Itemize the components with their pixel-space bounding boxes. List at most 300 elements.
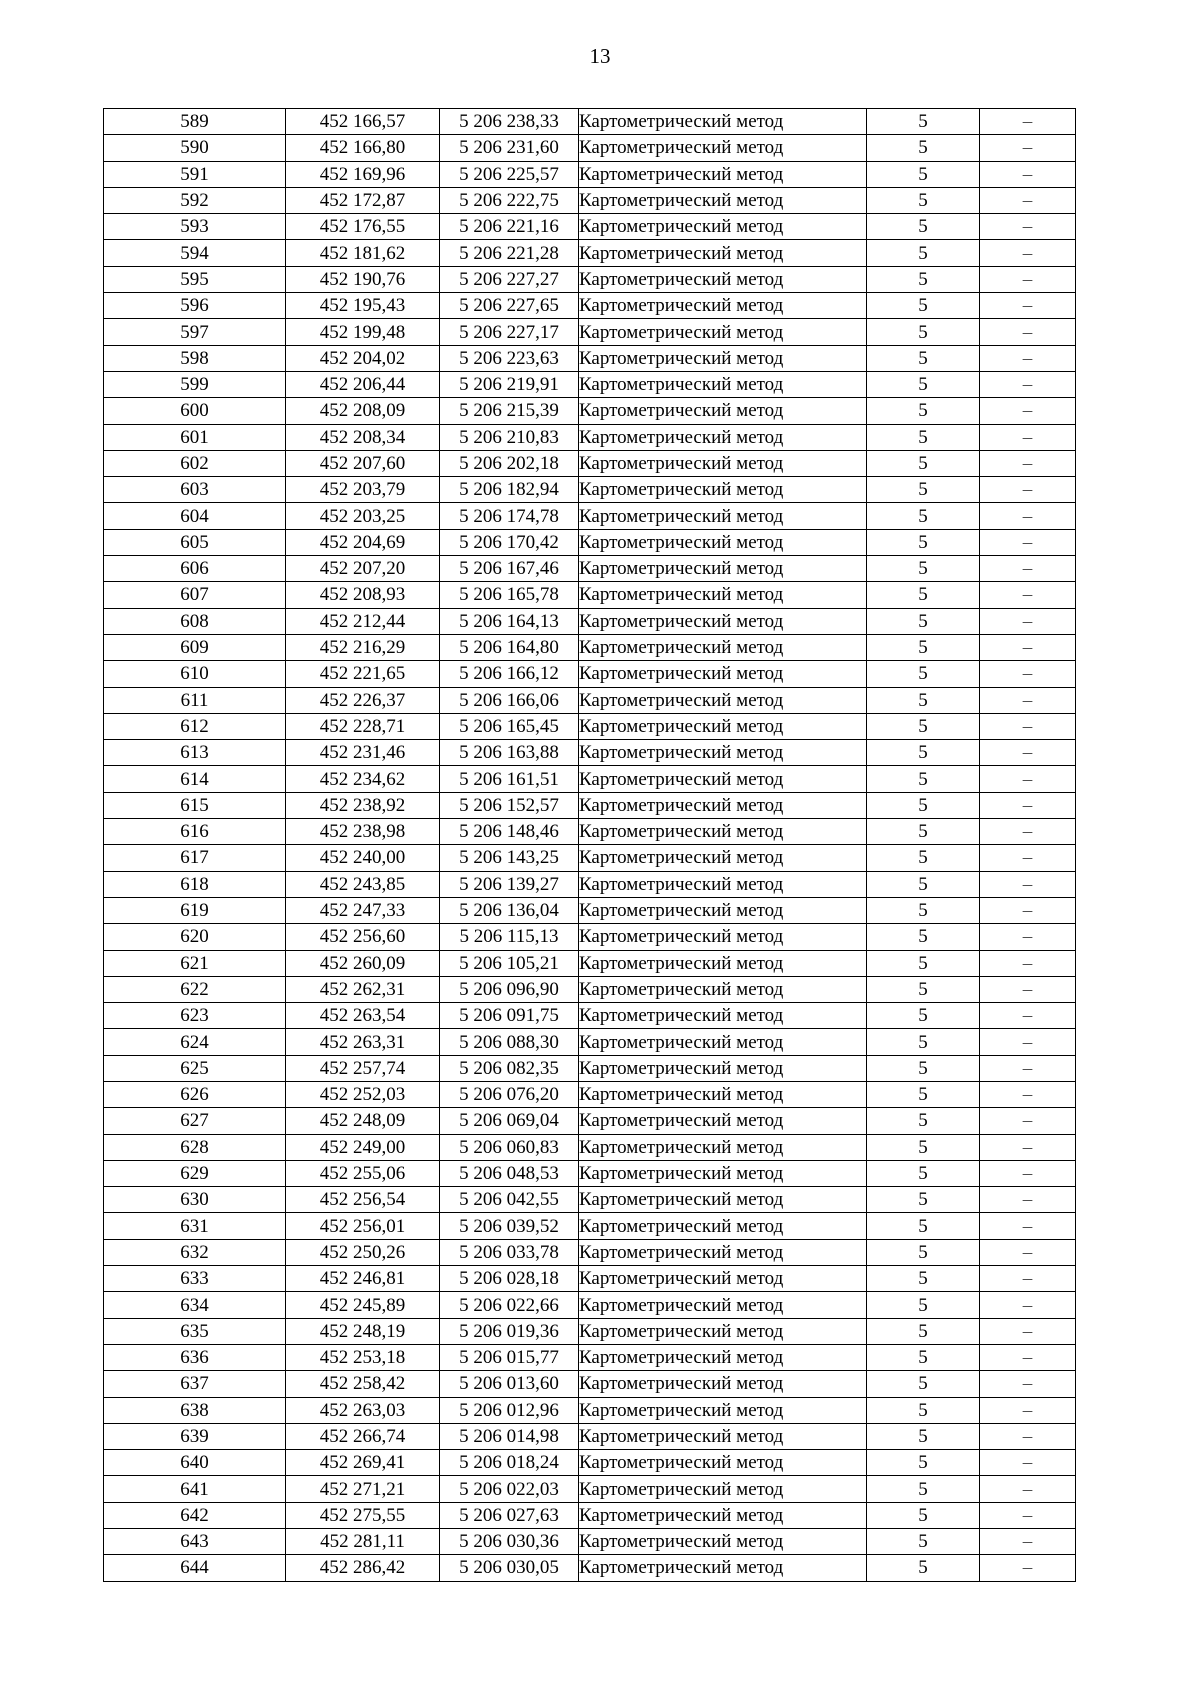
y-coordinate-cell: 5 206 014,98 [440, 1423, 579, 1449]
method-cell: Картометрический метод [579, 529, 867, 555]
description-cell: – [980, 1055, 1076, 1081]
y-coordinate-cell: 5 206 225,57 [440, 161, 579, 187]
point-number-cell: 594 [104, 240, 286, 266]
description-cell: – [980, 266, 1076, 292]
description-cell: – [980, 1371, 1076, 1397]
method-cell: Картометрический метод [579, 135, 867, 161]
point-number-cell: 615 [104, 792, 286, 818]
y-coordinate-cell: 5 206 161,51 [440, 766, 579, 792]
x-coordinate-cell: 452 208,34 [286, 424, 440, 450]
table-row [104, 1292, 1076, 1318]
x-coordinate-cell: 452 253,18 [286, 1344, 440, 1370]
point-number-cell: 638 [104, 1397, 286, 1423]
table-row [104, 661, 1076, 687]
point-number-cell: 644 [104, 1555, 286, 1581]
accuracy-cell: 5 [867, 634, 980, 660]
accuracy-cell: 5 [867, 556, 980, 582]
method-cell: Картометрический метод [579, 1239, 867, 1265]
method-cell: Картометрический метод [579, 1502, 867, 1528]
description-cell: – [980, 135, 1076, 161]
point-number-cell: 607 [104, 582, 286, 608]
y-coordinate-cell: 5 206 143,25 [440, 845, 579, 871]
x-coordinate-cell: 452 263,31 [286, 1029, 440, 1055]
point-number-cell: 599 [104, 371, 286, 397]
description-cell: – [980, 345, 1076, 371]
method-cell: Картометрический метод [579, 187, 867, 213]
method-cell: Картометрический метод [579, 1003, 867, 1029]
method-cell: Картометрический метод [579, 1213, 867, 1239]
accuracy-cell: 5 [867, 450, 980, 476]
x-coordinate-cell: 452 246,81 [286, 1266, 440, 1292]
method-cell: Картометрический метод [579, 1450, 867, 1476]
method-cell: Картометрический метод [579, 266, 867, 292]
x-coordinate-cell: 452 262,31 [286, 976, 440, 1002]
point-number-cell: 601 [104, 424, 286, 450]
accuracy-cell: 5 [867, 924, 980, 950]
point-number-cell: 621 [104, 950, 286, 976]
y-coordinate-cell: 5 206 018,24 [440, 1450, 579, 1476]
point-number-cell: 635 [104, 1318, 286, 1344]
accuracy-cell: 5 [867, 1239, 980, 1265]
description-cell: – [980, 1318, 1076, 1344]
y-coordinate-cell: 5 206 096,90 [440, 976, 579, 1002]
method-cell: Картометрический метод [579, 845, 867, 871]
point-number-cell: 623 [104, 1003, 286, 1029]
point-number-cell: 620 [104, 924, 286, 950]
accuracy-cell: 5 [867, 135, 980, 161]
y-coordinate-cell: 5 206 166,06 [440, 687, 579, 713]
description-cell: – [980, 1292, 1076, 1318]
method-cell: Картометрический метод [579, 1266, 867, 1292]
x-coordinate-cell: 452 266,74 [286, 1423, 440, 1449]
method-cell: Картометрический метод [579, 1344, 867, 1370]
y-coordinate-cell: 5 206 164,80 [440, 634, 579, 660]
y-coordinate-cell: 5 206 165,45 [440, 713, 579, 739]
method-cell: Картометрический метод [579, 1555, 867, 1581]
description-cell: – [980, 1029, 1076, 1055]
point-number-cell: 636 [104, 1344, 286, 1370]
x-coordinate-cell: 452 245,89 [286, 1292, 440, 1318]
table-row [104, 713, 1076, 739]
description-cell: – [980, 398, 1076, 424]
table-row [104, 1213, 1076, 1239]
table-row [104, 1529, 1076, 1555]
x-coordinate-cell: 452 231,46 [286, 740, 440, 766]
y-coordinate-cell: 5 206 148,46 [440, 819, 579, 845]
accuracy-cell: 5 [867, 109, 980, 135]
y-coordinate-cell: 5 206 042,55 [440, 1187, 579, 1213]
table-row [104, 450, 1076, 476]
y-coordinate-cell: 5 206 033,78 [440, 1239, 579, 1265]
x-coordinate-cell: 452 238,98 [286, 819, 440, 845]
x-coordinate-cell: 452 281,11 [286, 1529, 440, 1555]
method-cell: Картометрический метод [579, 661, 867, 687]
x-coordinate-cell: 452 208,09 [286, 398, 440, 424]
accuracy-cell: 5 [867, 1134, 980, 1160]
method-cell: Картометрический метод [579, 1397, 867, 1423]
y-coordinate-cell: 5 206 012,96 [440, 1397, 579, 1423]
point-number-cell: 617 [104, 845, 286, 871]
x-coordinate-cell: 452 252,03 [286, 1081, 440, 1107]
x-coordinate-cell: 452 181,62 [286, 240, 440, 266]
description-cell: – [980, 1502, 1076, 1528]
accuracy-cell: 5 [867, 1266, 980, 1292]
table-row [104, 1266, 1076, 1292]
y-coordinate-cell: 5 206 088,30 [440, 1029, 579, 1055]
accuracy-cell: 5 [867, 240, 980, 266]
description-cell: – [980, 1134, 1076, 1160]
point-number-cell: 619 [104, 897, 286, 923]
table-row [104, 293, 1076, 319]
x-coordinate-cell: 452 256,54 [286, 1187, 440, 1213]
description-cell: – [980, 713, 1076, 739]
table-row [104, 1239, 1076, 1265]
method-cell: Картометрический метод [579, 740, 867, 766]
table-row [104, 266, 1076, 292]
point-number-cell: 642 [104, 1502, 286, 1528]
accuracy-cell: 5 [867, 161, 980, 187]
table-row [104, 135, 1076, 161]
method-cell: Картометрический метод [579, 345, 867, 371]
point-number-cell: 614 [104, 766, 286, 792]
y-coordinate-cell: 5 206 091,75 [440, 1003, 579, 1029]
accuracy-cell: 5 [867, 477, 980, 503]
method-cell: Картометрический метод [579, 1081, 867, 1107]
method-cell: Картометрический метод [579, 1055, 867, 1081]
accuracy-cell: 5 [867, 1529, 980, 1555]
y-coordinate-cell: 5 206 028,18 [440, 1266, 579, 1292]
y-coordinate-cell: 5 206 030,36 [440, 1529, 579, 1555]
description-cell: – [980, 976, 1076, 1002]
description-cell: – [980, 792, 1076, 818]
y-coordinate-cell: 5 206 219,91 [440, 371, 579, 397]
page-number: 13 [589, 44, 611, 68]
description-cell: – [980, 187, 1076, 213]
accuracy-cell: 5 [867, 582, 980, 608]
description-cell: – [980, 1213, 1076, 1239]
x-coordinate-cell: 452 169,96 [286, 161, 440, 187]
table-row [104, 1397, 1076, 1423]
y-coordinate-cell: 5 206 231,60 [440, 135, 579, 161]
accuracy-cell: 5 [867, 819, 980, 845]
point-number-cell: 603 [104, 477, 286, 503]
x-coordinate-cell: 452 240,00 [286, 845, 440, 871]
table-row [104, 214, 1076, 240]
description-cell: – [980, 1476, 1076, 1502]
description-cell: – [980, 1187, 1076, 1213]
method-cell: Картометрический метод [579, 1292, 867, 1318]
method-cell: Картометрический метод [579, 109, 867, 135]
accuracy-cell: 5 [867, 1292, 980, 1318]
point-number-cell: 633 [104, 1266, 286, 1292]
description-cell: – [980, 608, 1076, 634]
table-row [104, 819, 1076, 845]
y-coordinate-cell: 5 206 019,36 [440, 1318, 579, 1344]
point-number-cell: 627 [104, 1108, 286, 1134]
y-coordinate-cell: 5 206 115,13 [440, 924, 579, 950]
accuracy-cell: 5 [867, 424, 980, 450]
point-number-cell: 618 [104, 871, 286, 897]
description-cell: – [980, 1450, 1076, 1476]
x-coordinate-cell: 452 199,48 [286, 319, 440, 345]
method-cell: Картометрический метод [579, 766, 867, 792]
description-cell: – [980, 371, 1076, 397]
description-cell: – [980, 1397, 1076, 1423]
y-coordinate-cell: 5 206 221,16 [440, 214, 579, 240]
table-row [104, 634, 1076, 660]
method-cell: Картометрический метод [579, 976, 867, 1002]
table-row [104, 345, 1076, 371]
point-number-cell: 637 [104, 1371, 286, 1397]
table-row [104, 161, 1076, 187]
x-coordinate-cell: 452 275,55 [286, 1502, 440, 1528]
table-row [104, 1055, 1076, 1081]
coordinates-table-body [104, 109, 1076, 1582]
accuracy-cell: 5 [867, 1344, 980, 1370]
description-cell: – [980, 1160, 1076, 1186]
table-row [104, 398, 1076, 424]
method-cell: Картометрический метод [579, 240, 867, 266]
method-cell: Картометрический метод [579, 556, 867, 582]
x-coordinate-cell: 452 243,85 [286, 871, 440, 897]
accuracy-cell: 5 [867, 1055, 980, 1081]
method-cell: Картометрический метод [579, 792, 867, 818]
description-cell: – [980, 950, 1076, 976]
accuracy-cell: 5 [867, 950, 980, 976]
point-number-cell: 604 [104, 503, 286, 529]
method-cell: Картометрический метод [579, 1371, 867, 1397]
table-row [104, 240, 1076, 266]
y-coordinate-cell: 5 206 170,42 [440, 529, 579, 555]
y-coordinate-cell: 5 206 015,77 [440, 1344, 579, 1370]
description-cell: – [980, 1081, 1076, 1107]
method-cell: Картометрический метод [579, 1160, 867, 1186]
x-coordinate-cell: 452 263,03 [286, 1397, 440, 1423]
method-cell: Картометрический метод [579, 608, 867, 634]
table-row [104, 1502, 1076, 1528]
method-cell: Картометрический метод [579, 293, 867, 319]
table-row [104, 503, 1076, 529]
table-row [104, 1555, 1076, 1581]
x-coordinate-cell: 452 260,09 [286, 950, 440, 976]
method-cell: Картометрический метод [579, 924, 867, 950]
description-cell: – [980, 1529, 1076, 1555]
point-number-cell: 641 [104, 1476, 286, 1502]
y-coordinate-cell: 5 206 227,17 [440, 319, 579, 345]
table-row [104, 1160, 1076, 1186]
x-coordinate-cell: 452 212,44 [286, 608, 440, 634]
y-coordinate-cell: 5 206 174,78 [440, 503, 579, 529]
accuracy-cell: 5 [867, 1423, 980, 1449]
table-row [104, 529, 1076, 555]
x-coordinate-cell: 452 208,93 [286, 582, 440, 608]
y-coordinate-cell: 5 206 202,18 [440, 450, 579, 476]
table-row [104, 792, 1076, 818]
y-coordinate-cell: 5 206 167,46 [440, 556, 579, 582]
y-coordinate-cell: 5 206 215,39 [440, 398, 579, 424]
point-number-cell: 624 [104, 1029, 286, 1055]
method-cell: Картометрический метод [579, 1134, 867, 1160]
table-row [104, 1134, 1076, 1160]
table-row [104, 1371, 1076, 1397]
point-number-cell: 611 [104, 687, 286, 713]
accuracy-cell: 5 [867, 1213, 980, 1239]
point-number-cell: 630 [104, 1187, 286, 1213]
description-cell: – [980, 687, 1076, 713]
y-coordinate-cell: 5 206 210,83 [440, 424, 579, 450]
y-coordinate-cell: 5 206 082,35 [440, 1055, 579, 1081]
table-row [104, 556, 1076, 582]
accuracy-cell: 5 [867, 871, 980, 897]
x-coordinate-cell: 452 286,42 [286, 1555, 440, 1581]
point-number-cell: 605 [104, 529, 286, 555]
description-cell: – [980, 109, 1076, 135]
x-coordinate-cell: 452 195,43 [286, 293, 440, 319]
accuracy-cell: 5 [867, 661, 980, 687]
accuracy-cell: 5 [867, 1476, 980, 1502]
x-coordinate-cell: 452 258,42 [286, 1371, 440, 1397]
point-number-cell: 628 [104, 1134, 286, 1160]
description-cell: – [980, 319, 1076, 345]
table-row [104, 371, 1076, 397]
point-number-cell: 610 [104, 661, 286, 687]
point-number-cell: 626 [104, 1081, 286, 1107]
accuracy-cell: 5 [867, 529, 980, 555]
x-coordinate-cell: 452 255,06 [286, 1160, 440, 1186]
method-cell: Картометрический метод [579, 897, 867, 923]
y-coordinate-cell: 5 206 027,63 [440, 1502, 579, 1528]
y-coordinate-cell: 5 206 238,33 [440, 109, 579, 135]
description-cell: – [980, 240, 1076, 266]
table-row [104, 1081, 1076, 1107]
method-cell: Картометрический метод [579, 214, 867, 240]
y-coordinate-cell: 5 206 139,27 [440, 871, 579, 897]
x-coordinate-cell: 452 207,60 [286, 450, 440, 476]
description-cell: – [980, 161, 1076, 187]
point-number-cell: 589 [104, 109, 286, 135]
table-row [104, 766, 1076, 792]
table-row [104, 187, 1076, 213]
point-number-cell: 629 [104, 1160, 286, 1186]
x-coordinate-cell: 452 226,37 [286, 687, 440, 713]
accuracy-cell: 5 [867, 1502, 980, 1528]
description-cell: – [980, 1239, 1076, 1265]
point-number-cell: 625 [104, 1055, 286, 1081]
accuracy-cell: 5 [867, 266, 980, 292]
y-coordinate-cell: 5 206 227,27 [440, 266, 579, 292]
x-coordinate-cell: 452 263,54 [286, 1003, 440, 1029]
method-cell: Картометрический метод [579, 1029, 867, 1055]
table-row [104, 1476, 1076, 1502]
description-cell: – [980, 582, 1076, 608]
y-coordinate-cell: 5 206 166,12 [440, 661, 579, 687]
x-coordinate-cell: 452 190,76 [286, 266, 440, 292]
accuracy-cell: 5 [867, 1555, 980, 1581]
accuracy-cell: 5 [867, 1397, 980, 1423]
table-row [104, 897, 1076, 923]
x-coordinate-cell: 452 203,79 [286, 477, 440, 503]
x-coordinate-cell: 452 176,55 [286, 214, 440, 240]
table-row [104, 1108, 1076, 1134]
table-row [104, 319, 1076, 345]
accuracy-cell: 5 [867, 766, 980, 792]
accuracy-cell: 5 [867, 897, 980, 923]
y-coordinate-cell: 5 206 013,60 [440, 1371, 579, 1397]
y-coordinate-cell: 5 206 182,94 [440, 477, 579, 503]
table-row [104, 109, 1076, 135]
x-coordinate-cell: 452 207,20 [286, 556, 440, 582]
method-cell: Картометрический метод [579, 1529, 867, 1555]
x-coordinate-cell: 452 221,65 [286, 661, 440, 687]
method-cell: Картометрический метод [579, 871, 867, 897]
y-coordinate-cell: 5 206 105,21 [440, 950, 579, 976]
accuracy-cell: 5 [867, 1108, 980, 1134]
method-cell: Картометрический метод [579, 319, 867, 345]
description-cell: – [980, 450, 1076, 476]
table-row [104, 687, 1076, 713]
point-number-cell: 612 [104, 713, 286, 739]
point-number-cell: 593 [104, 214, 286, 240]
description-cell: – [980, 214, 1076, 240]
method-cell: Картометрический метод [579, 819, 867, 845]
point-number-cell: 631 [104, 1213, 286, 1239]
description-cell: – [980, 1555, 1076, 1581]
description-cell: – [980, 293, 1076, 319]
x-coordinate-cell: 452 203,25 [286, 503, 440, 529]
point-number-cell: 591 [104, 161, 286, 187]
description-cell: – [980, 1423, 1076, 1449]
point-number-cell: 613 [104, 740, 286, 766]
point-number-cell: 609 [104, 634, 286, 660]
accuracy-cell: 5 [867, 319, 980, 345]
x-coordinate-cell: 452 172,87 [286, 187, 440, 213]
accuracy-cell: 5 [867, 1003, 980, 1029]
table-row [104, 950, 1076, 976]
table-row [104, 871, 1076, 897]
accuracy-cell: 5 [867, 845, 980, 871]
accuracy-cell: 5 [867, 1371, 980, 1397]
x-coordinate-cell: 452 248,19 [286, 1318, 440, 1344]
point-number-cell: 598 [104, 345, 286, 371]
table-row [104, 845, 1076, 871]
accuracy-cell: 5 [867, 345, 980, 371]
point-number-cell: 595 [104, 266, 286, 292]
point-number-cell: 622 [104, 976, 286, 1002]
accuracy-cell: 5 [867, 371, 980, 397]
y-coordinate-cell: 5 206 163,88 [440, 740, 579, 766]
description-cell: – [980, 661, 1076, 687]
table-row [104, 1029, 1076, 1055]
point-number-cell: 596 [104, 293, 286, 319]
y-coordinate-cell: 5 206 076,20 [440, 1081, 579, 1107]
description-cell: – [980, 819, 1076, 845]
table-row [104, 424, 1076, 450]
x-coordinate-cell: 452 228,71 [286, 713, 440, 739]
description-cell: – [980, 424, 1076, 450]
y-coordinate-cell: 5 206 022,03 [440, 1476, 579, 1502]
point-number-cell: 597 [104, 319, 286, 345]
method-cell: Картометрический метод [579, 634, 867, 660]
table-row [104, 608, 1076, 634]
table-row [104, 1450, 1076, 1476]
point-number-cell: 639 [104, 1423, 286, 1449]
description-cell: – [980, 503, 1076, 529]
x-coordinate-cell: 452 204,02 [286, 345, 440, 371]
point-number-cell: 606 [104, 556, 286, 582]
description-cell: – [980, 845, 1076, 871]
method-cell: Картометрический метод [579, 450, 867, 476]
y-coordinate-cell: 5 206 227,65 [440, 293, 579, 319]
